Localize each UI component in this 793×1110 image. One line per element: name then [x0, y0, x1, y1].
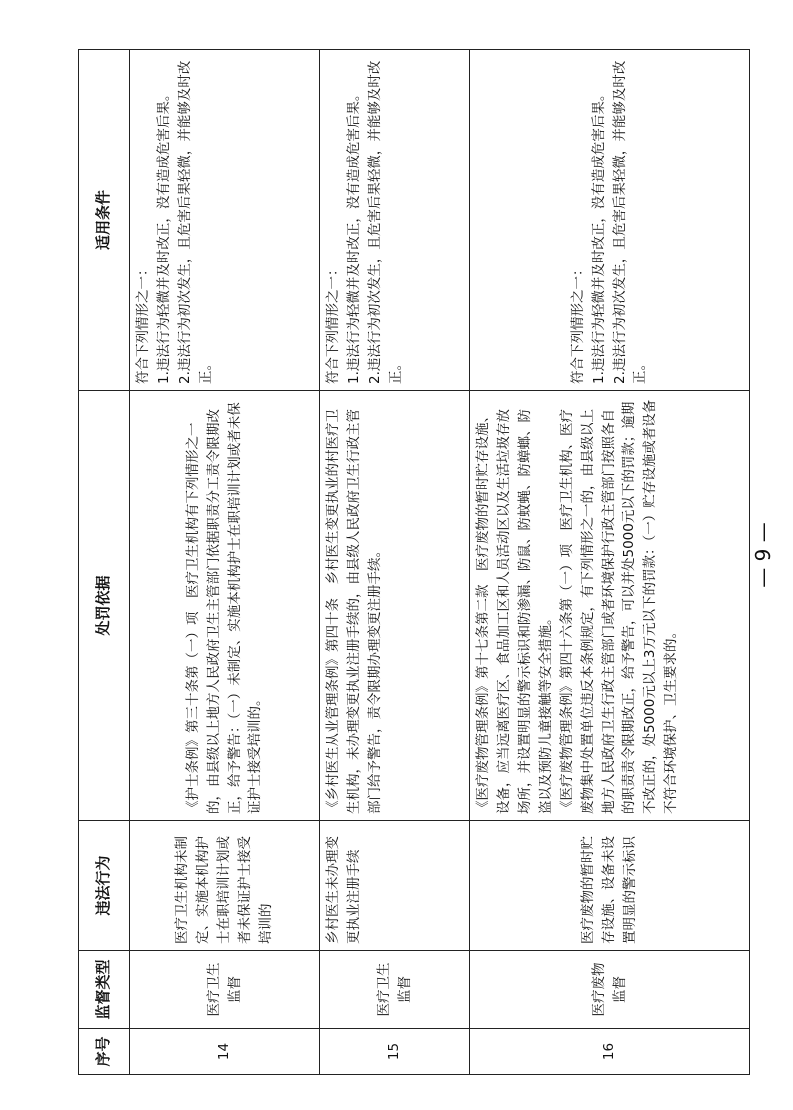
- condition-line: 2.违法行为初次发生，且危害后果轻微，并能够及时改正。: [611, 60, 649, 384]
- cell-basis: [320, 391, 470, 821]
- header-type: 监督类型: [79, 951, 130, 1029]
- cell-basis: [470, 391, 750, 821]
- cell-seq: 16: [470, 1029, 750, 1075]
- condition-line: 符合下列情形之一：: [325, 262, 341, 384]
- table-row: [470, 50, 750, 1075]
- condition-line: 1.违法行为轻微并及时改正，没有造成危害后果。: [345, 87, 362, 384]
- header-basis: 处罚依据: [79, 391, 130, 821]
- table-row: [130, 50, 320, 1075]
- cell-type: 医疗卫生监督: [130, 951, 320, 1029]
- cell-seq: 15: [320, 1029, 470, 1075]
- condition-line: 2.违法行为初次发生，且危害后果轻微，并能够及时改正。: [176, 60, 214, 384]
- basis-paragraph: 《医疗废物管理条例》第四十六条第（一）项 医疗卫生机构、医疗废物集中处置单位违反本条例规定，有下列情形之一的，由县级以上地方人民政府卫生行政主管部门或者环境保护行政主管部门按照各自的职责责令限期改正，给予警告，可以并处5000元以下的罚款；逾期不改正的，处5000元以上3万元以下的罚款：（一）贮存设施或者设备不符合环境保护、卫生要求的。: [558, 399, 680, 814]
- header-seq: 序号: [79, 1029, 130, 1075]
- cell-conditions: [320, 50, 470, 391]
- header-conditions: 适用条件: [79, 50, 130, 391]
- cell-conditions: [130, 50, 320, 391]
- cell-violation: 医疗卫生机构未制定、实施本机构护士在职培训计划或者未保证护士接受培训的: [130, 821, 320, 951]
- basis-paragraph: 《护士条例》第三十条第（一）项 医疗卫生机构有下列情形之一的，由县级以上地方人民政府卫生主管部门依据职责分工责令限期改正，给予警告：（一）未制定、实施本机构护士在职培训计划或者未保证护士接受培训的。: [184, 402, 264, 814]
- cell-seq: 14: [130, 1029, 320, 1075]
- cell-violation: 医疗废物的暂时贮存设施、设备未设置明显的警示标识: [470, 821, 750, 951]
- condition-line: 2.违法行为初次发生，且危害后果轻微，并能够及时改正。: [366, 60, 404, 384]
- header-violation: 违法行为: [79, 821, 130, 951]
- basis-paragraph: 《医疗废物管理条例》第十七条第二款 医疗废物的暂时贮存设施、设备，应当远离医疗区、食品加工区和人员活动区以及生活垃圾存放场所，并设置明显的警示标识和防渗漏、防鼠、防蚊蝇、防蟑螂、防盗以及预防儿童接触等安全措施。: [475, 409, 554, 814]
- cell-basis: [130, 391, 320, 821]
- rotated-table-wrapper: [78, 50, 743, 1075]
- condition-line: 1.违法行为轻微并及时改正，没有造成危害后果。: [155, 87, 172, 384]
- condition-line: 符合下列情形之一：: [569, 262, 586, 384]
- condition-line: 符合下列情形之一：: [135, 262, 151, 384]
- page-number: — 9 —: [751, 522, 775, 588]
- cell-type: 医疗废物监督: [470, 951, 750, 1029]
- cell-type: 医疗卫生监督: [320, 951, 470, 1029]
- cell-conditions: [470, 50, 750, 391]
- table-header-row: [79, 50, 130, 1075]
- basis-paragraph: 《乡村医生从业管理条例》第四十条 乡村医生变更执业的村医疗卫生机构，未办理变更执业注册手续的，由县级人民政府卫生行政主管部门给予警告，责令限期办理变更注册手续。: [325, 409, 383, 814]
- table-row: [320, 50, 470, 1075]
- cell-violation: 乡村医生未办理变更执业注册手续: [320, 821, 470, 951]
- condition-line: 1.违法行为轻微并及时改正，没有造成危害后果。: [590, 87, 607, 384]
- penalty-table: [78, 49, 750, 1075]
